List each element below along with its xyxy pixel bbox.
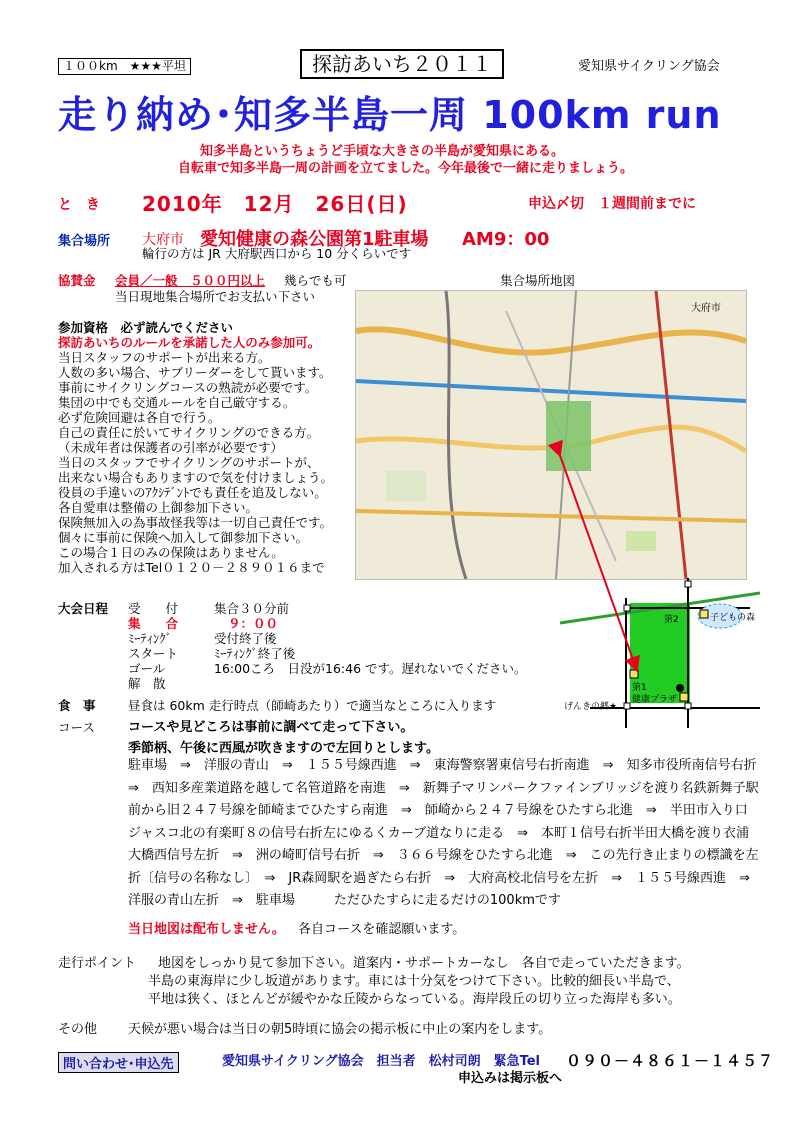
meeting-label: 集合場所	[58, 234, 111, 249]
meeting-city: 大府市	[142, 232, 184, 248]
qualify-line: 人数の多い場合、サブリーダーをして貰います。	[58, 365, 332, 380]
deadline: 申込〆切 １週間前までに	[528, 196, 696, 212]
qualify-line: 当日スタッフのサポートが出来る方。	[58, 350, 271, 365]
qualify-line: 集団の中でも交通ルールを自己厳守する。	[58, 395, 296, 410]
intro-line-1: 知多半島というちょうど手頃な大きさの半島が愛知県にある。	[200, 144, 565, 159]
contact-note: 申込みは掲示板へ	[458, 1071, 563, 1086]
difficulty-tag: １００km ★★★平坦	[58, 58, 191, 75]
fee-note-1: 幾らでも可	[284, 273, 347, 288]
park-label-genki: げんきの郷★	[564, 702, 618, 712]
map-label-obu: 大府市	[691, 303, 721, 314]
points-line-3: 平地は狭く、ほとんどが緩やかな丘陵からなっている。海岸段丘の切り立った海岸も多い。	[148, 992, 681, 1007]
qualify-rule: 探訪あいちのルールを承諾した人のみ参加可。	[58, 335, 321, 350]
schedule-key: ゴール	[128, 661, 166, 676]
qualify-line: （未成年者は保護者の引率が必要です）	[58, 440, 284, 455]
qualify-line: この場合１日のみの保険はありません。	[58, 545, 284, 560]
qualify-line: 必ず危険回避は各自で行う。	[58, 410, 221, 425]
course-confirm: 各自コースを確認願います。	[298, 922, 466, 937]
meeting-place: 愛知健康の森公園第1駐車場	[200, 229, 429, 250]
series-title: 探訪あいち２０１１	[300, 49, 504, 79]
schedule-key: 受 付	[128, 601, 179, 616]
meeting-time: AM9：00	[462, 229, 550, 250]
fee-label: 協賛金	[58, 273, 96, 288]
map-connector-arrow	[540, 440, 650, 680]
fee-amount: 会員／一般 ５００円以上	[115, 273, 266, 288]
schedule-value: ﾐｰﾃｨﾝｸﾞ終了後	[214, 646, 296, 661]
intro-line-2: 自転車で知多半島一周の計画を立てました。今年最後で一緒に走りましょう。	[178, 161, 634, 176]
qualify-line: 出来ない場合もありますので気を付けましょう。	[58, 470, 334, 485]
meal-text: 昼食は 60km 走行時点（師崎あたり）で適当なところに入ります	[128, 698, 497, 713]
fee-note-2: 当日現地集合場所でお支払い下さい	[115, 289, 316, 304]
qualify-line: 個々に事前に保険へ加入して御参加下さい。	[58, 530, 309, 545]
schedule-key: 集 合	[128, 616, 179, 631]
points-label: 走行ポイント	[58, 956, 137, 971]
course-line-2: 季節柄、午後に西風が吹きますので左回りとします。	[128, 741, 439, 756]
other-text: 天候が悪い場合は当日の朝5時頃に協会の掲示板に中止の案内をします。	[128, 1022, 552, 1037]
course-no-map: 当日地図は配布しません。	[128, 922, 285, 937]
qualify-line: 加入される方はTel０１２０－２８９０１６まで	[58, 560, 325, 575]
access-note: 輪行の方は JR 大府駅西口から 10 分くらいです	[142, 246, 412, 261]
course-body: 駐車場 ⇒ 洋服の青山 ⇒ １５５号線西進 ⇒ 東海警察署東信号右折南進 ⇒ 知多市役所南信号右折 ⇒ 西知多産業道路を越して名管道路を南進 ⇒ 新舞子マリンパークファインブリッジを渡り名鉄新舞子駅前から旧２４７号線を師崎までひたすら南進 ⇒ 師崎から２４７号線をひたすら北進 ⇒ 半田市入り口ジャスコ北の有楽町８の信号右折左にゆるくカーブ道なりに走る ⇒ 本町１信号右折半田大橋を渡り衣浦大橋西信号左折 ⇒ 洲の崎町信号右折 ⇒ ３６６号線をひたすら北進 ⇒ この先行き止まりの標識を左折〔信号の名称なし〕 ⇒ JR森岡駅を過ぎたら右折 ⇒ 大府高校北信号を左折 ⇒ １５５号線西進 ⇒ 洋服の青山左折 ⇒ 駐車場 ただひたすらに走るだけの100kmです	[128, 758, 770, 908]
schedule-value: 16:00ころ 日没が16:46 です。遅れないでください。	[214, 661, 527, 676]
park-label-plaza: 健康プラザ	[632, 695, 678, 705]
schedule-label: 大会日程	[58, 601, 109, 616]
schedule-key: 解 散	[128, 676, 166, 691]
course-line-1: コースや見どころは事前に調べて走って下さい。	[128, 720, 414, 735]
schedule-value: 集合３０分前	[214, 601, 290, 616]
schedule-value: ９：００	[228, 616, 279, 631]
schedule-key: ﾐｰﾃｨﾝｸﾞ	[128, 631, 172, 646]
qualify-line: 各自愛車は整備の上御参加下さい。	[58, 500, 259, 515]
qualify-title: 参加資格 必ず読んでください	[58, 320, 234, 335]
course-label: コース	[58, 720, 95, 735]
organization: 愛知県サイクリング協会	[578, 59, 720, 74]
contact-phone[interactable]: ０９０－４８６１－１４５７	[566, 1052, 775, 1070]
when-label: と き	[58, 197, 100, 213]
qualify-line: 役員の手違いのｱｸｼﾃﾞﾝﾄでも責任を追及しない。	[58, 485, 327, 500]
qualify-line: 事前にサイクリングコースの熟読が必要です。	[58, 380, 318, 395]
contact-org: 愛知県サイクリング協会 担当者 松村司朗 緊急Tel	[222, 1054, 540, 1069]
contact-label: 問い合わせ･申込先	[58, 1052, 179, 1073]
main-title: 走り納め･知多半島一周 100km run	[58, 93, 722, 137]
schedule-value: 受付終了後	[214, 631, 277, 646]
event-date: 2010年 12月 26日(日)	[142, 192, 408, 216]
qualify-line: 保険無加入の為事故怪我等は一切自己責任です。	[58, 515, 333, 530]
points-line-2: 半島の東海岸に少し坂道があります。車には十分気をつけて下さい。比較的細長い半島で、	[148, 974, 680, 989]
meal-label: 食 事	[58, 698, 96, 713]
points-line-1: 地図をしっかり見て参加下さい。道案内・サポートカーなし 各自で走っていただきます。	[158, 956, 690, 971]
park-label-1: 第1	[632, 683, 647, 693]
qualify-line: 当日のスタッフでサイクリングのサポートが、	[58, 455, 320, 470]
map-label: 集合場所地図	[500, 273, 576, 288]
schedule-key: スタート	[128, 646, 179, 661]
park-label-2: 第2	[664, 615, 679, 625]
park-label-children: 子どもの森	[710, 613, 756, 623]
qualify-line: 自己の責任に於いてサイクリングのできる方。	[58, 425, 320, 440]
other-label: その他	[58, 1022, 98, 1037]
